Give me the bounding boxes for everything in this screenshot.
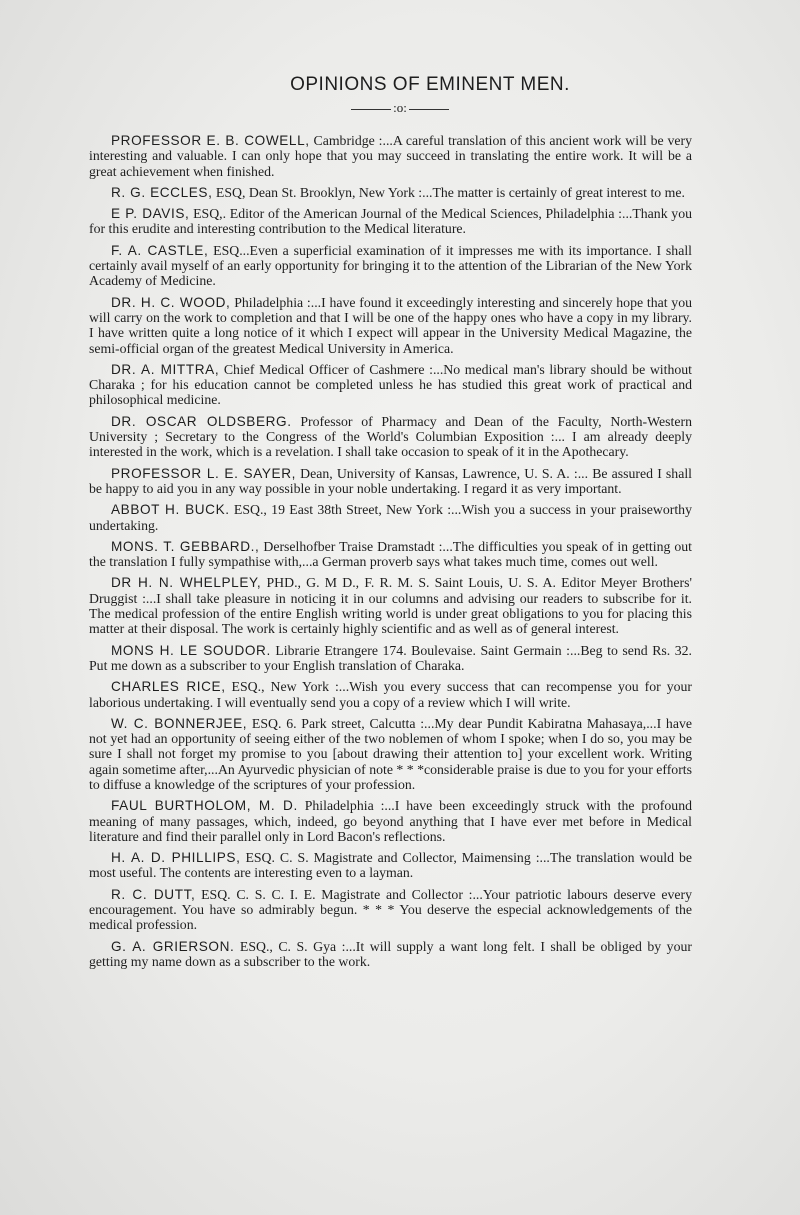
opinion-text: Philadelphia :...I have found it exceedingly interesting and sincerely hope that you will carry on the work to completion and that I will be one of the happy ones who have a copy in my library. I have written quite a long notice of it which I expect will appear in the University Medical Magazine, the semi-official organ of the greatest Medical University in America. [89,294,693,356]
separator-rule-left [351,109,391,110]
opinion-author: W. C. BONNERJEE, [111,715,248,731]
opinion-author: DR. A. MITTRA, [111,361,220,377]
opinion-author: E P. DAVIS, [111,206,190,222]
opinion-entry [89,206,692,237]
separator-mark: :o: [393,100,407,115]
opinion-author: DR. OSCAR OLDSBERG. [111,413,292,429]
opinion-text: ESQ., 19 East 38th Street, New York :...Wish you a success in your praiseworthy undertaking. [89,502,692,533]
opinion-author: DR. H. C. WOOD, [111,294,231,310]
opinion-entry [89,295,692,356]
opinion-author: MONS. T. GEBBARD., [111,538,260,554]
opinion-text: ESQ...Even a superficial examination of it impresses me with its importance. I shall certainly avail myself of an early opportunity for bringing it to the attention of the Librarian of the New York Academy of Medicine. [89,242,692,289]
opinion-author: PROFESSOR E. B. COWELL, [111,133,310,148]
opinion-entry [89,850,692,881]
opinion-author: R. C. DUTT, [111,886,196,902]
opinion-author: CHARLES RICE, [111,679,226,695]
opinion-text: Philadelphia :...I have been exceedingly struck with the profound meaning of many passages, which, indeed, go beyond anything that I have ever met before in Medical literature and find their parallel only in Lord Bacon's reflections. [89,798,692,844]
opinion-text: Dean, University of Kansas, Lawrence, U. S. A. :... Be assured I shall be happy to aid you in any way possible in your noble undertaking. I regard it as very important. [89,465,692,496]
opinion-text: Librarie Etrangere 174. Boulevaise. Saint Germain :...Beg to send Rs. 32. Put me down as a subscriber to your English translation of Charaka. [89,642,693,673]
opinion-entry [89,243,692,289]
opinion-text: PHD., G. M D., F. R. M. S. Saint Louis, U. S. A. Editor Meyer Brothers' Druggist :...I shall take pleasure in noticing it in our columns and advising our readers to subscribe for it. The medical profession of the entire English writing world is under great obligations to you for placing this matter at their disposal. The work is certainly highly scientific and as well as of general interest. [89,575,693,637]
opinion-text: ESQ. 6. Park street, Calcutta :...My dear Pundit Kabiratna Mahasaya,...I have not yet had an opportunity of seeing either of the two noblemen of whom I spoke; when I do so, you may be sure I shall not forget my promise to you [about drawing their attention to] your excellent work. Writing again sometime after,...An Ayurvedic physician of note * * *considerable praise is due to you for your efforts to diffuse a knowledge of the scriptures of your profession. [89,715,692,792]
opinion-entry [89,643,692,674]
opinion-entry [89,133,692,179]
opinion-entry [89,414,692,460]
opinion-text: ESQ., C. S. Gya :...It will supply a want long felt. I shall be obliged by your getting my name down as a subscriber to the work. [89,938,692,969]
opinion-author: PROFESSOR L. E. SAYER, [111,465,296,481]
opinion-author: MONS H. LE SOUDOR. [111,642,271,658]
opinion-author: H. A. D. PHILLIPS, [111,850,241,866]
opinion-text: ESQ., New York :...Wish you every success that can recompense you for your laborious undertaking. I will eventually send you a copy of a review which I will write. [89,679,692,710]
opinion-text: ESQ,. Editor of the American Journal of the Medical Sciences, Philadelphia :...Thank you for this erudite and interesting contribution to the Medical literature. [89,206,692,237]
opinion-text: Professor of Pharmacy and Dean of the Faculty, North-Western University ; Secretary to the Congress of the World's Columbian Exposition :... I am already deeply interested in the work, which is a revelation. I shall take occasion to speak of it in the Apothecary. [89,413,692,460]
opinion-entry [89,575,692,636]
opinion-entry [89,466,692,497]
opinion-author: G. A. GRIERSON. [111,938,235,954]
title-separator [0,100,800,116]
opinion-entry [89,939,692,970]
opinion-author: FAUL BURTHOLOM, M. D. [111,798,298,814]
opinion-entry [89,679,692,710]
opinion-entry [89,798,692,844]
opinion-text: ESQ, Dean St. Brooklyn, New York :...The matter is certainly of great interest to me. [212,184,685,200]
page-title: OPINIONS OF EMINENT MEN. [290,74,570,95]
opinion-author: R. G. ECCLES, [111,184,213,200]
opinion-text: Cambridge :...A careful translation of this ancient work will be very interesting and valuable. I can only hope that you may succeed in translating the entire work. It will be a great achievement when finished. [89,133,693,179]
separator-rule-right [409,109,449,110]
opinion-text: Derselhofber Traise Dramstadt :...The difficulties you speak of in getting out the translation I fully sympathise with,...a German proverb says what takes much time, comes out well. [89,538,692,570]
opinion-entry [89,362,692,408]
opinion-author: F. A. CASTLE, [111,242,209,258]
opinion-entry [89,716,692,792]
opinion-text: ESQ. C. S. C. I. E. Magistrate and Collector :...Your patriotic labours deserve every encouragement. You have so admirably begun. * * * You deserve the especial acknowledgements of the medical profession. [89,886,692,933]
opinions-list [89,133,692,975]
opinion-entry [89,502,692,533]
opinion-author: ABBOT H. BUCK. [111,502,230,518]
opinion-entry [89,185,692,200]
opinion-text: ESQ. C. S. Magistrate and Collector, Maimensing :...The translation would be most useful. The contents are interesting even to a layman. [89,850,693,881]
opinion-author: DR H. N. WHELPLEY, [111,575,262,591]
opinion-text: Chief Medical Officer of Cashmere :...No medical man's library should be without Charaka ; for his education cannot be completed unless he has studied this great work of practical and philosophical medicine. [89,361,692,408]
opinion-entry [89,887,692,933]
opinion-entry [89,539,692,570]
